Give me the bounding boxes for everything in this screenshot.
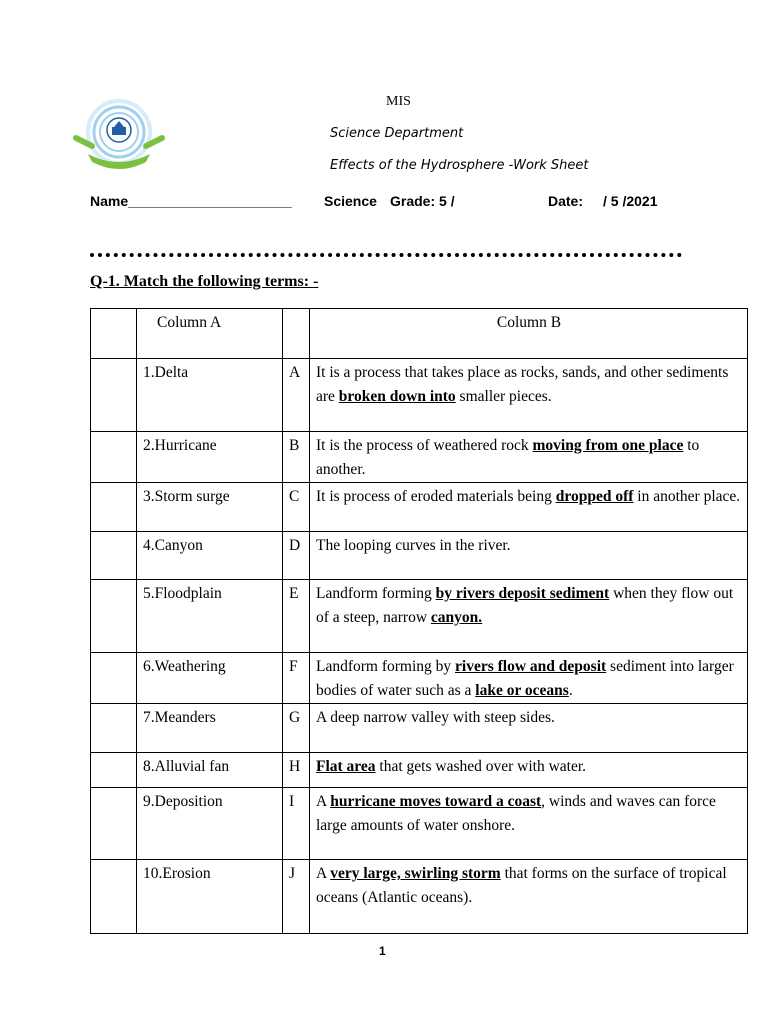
- definition-text: that forms on the surface of tropical oceans (Atlantic oceans).: [316, 865, 727, 906]
- term-cell: 2.Hurricane: [137, 432, 283, 483]
- answer-blank-cell: [91, 653, 137, 704]
- definition-text: It is the process of weathered rock: [316, 437, 533, 454]
- definition-cell: [310, 653, 748, 704]
- date-label: Date:: [548, 193, 584, 209]
- letter-cell: H: [283, 753, 310, 788]
- letter-cell: J: [283, 860, 310, 934]
- answer-blank-cell: [91, 704, 137, 753]
- table-row: [91, 359, 748, 432]
- letter-cell: C: [283, 483, 310, 532]
- highlighted-phrase: Flat area: [316, 758, 376, 775]
- highlighted-phrase: canyon.: [430, 609, 483, 626]
- highlighted-phrase: moving from one place: [532, 437, 684, 454]
- highlighted-phrase: hurricane moves toward a coast: [330, 793, 542, 810]
- definition-text: .: [568, 682, 573, 699]
- definition-cell: [310, 483, 748, 532]
- definition-cell: [310, 753, 748, 788]
- term-cell: 1.Delta: [137, 359, 283, 432]
- definition-cell: [310, 788, 748, 860]
- definition-text: that gets washed over with water.: [375, 758, 587, 775]
- table-row: [91, 788, 748, 860]
- term-cell: 3.Storm surge: [137, 483, 283, 532]
- dotted-divider: [90, 253, 682, 257]
- name-field: Name_____________________: [90, 193, 292, 209]
- definition-text: in another place.: [633, 488, 741, 505]
- letter-cell: A: [283, 359, 310, 432]
- column-a-header: Column A: [137, 309, 283, 359]
- school-name: MIS: [386, 94, 411, 109]
- definition-text: It is a process that takes place as rocks, sands, and other sediments are: [316, 364, 729, 405]
- letter-cell: I: [283, 788, 310, 860]
- table-row: [91, 753, 748, 788]
- definition-cell: [310, 580, 748, 653]
- highlighted-phrase: broken down into: [338, 388, 456, 405]
- definition-text: , winds and waves can force large amounts of water onshore.: [316, 793, 716, 834]
- table-row: [91, 483, 748, 532]
- answer-blank-cell: [91, 580, 137, 653]
- highlighted-phrase: by rivers deposit sediment: [435, 585, 610, 602]
- definition-text: A: [316, 793, 331, 810]
- column-b-header: Column B: [310, 309, 748, 359]
- table-body: [91, 359, 748, 934]
- term-cell: 5.Floodplain: [137, 580, 283, 653]
- definition-text: sediment into larger bodies of water such as a: [316, 658, 734, 699]
- department: Science Department: [330, 126, 464, 141]
- definition-cell: [310, 860, 748, 934]
- table-header-row: [91, 309, 748, 359]
- letter-cell: E: [283, 580, 310, 653]
- highlighted-phrase: dropped off: [555, 488, 634, 505]
- worksheet-title: Effects of the Hydrosphere -Work Sheet: [330, 158, 589, 173]
- subject-label: Science: [324, 193, 377, 209]
- answer-blank-cell: [91, 359, 137, 432]
- term-cell: 9.Deposition: [137, 788, 283, 860]
- answer-blank-cell: [91, 753, 137, 788]
- definition-text: Landform forming: [316, 585, 436, 602]
- table-row: [91, 704, 748, 753]
- table-row: [91, 580, 748, 653]
- matching-table: [90, 308, 748, 934]
- date-value: / 5 /2021: [603, 193, 658, 209]
- grade-label: Grade: 5 /: [390, 193, 455, 209]
- definition-text: It is process of eroded materials being: [316, 488, 556, 505]
- answer-blank-cell: [91, 432, 137, 483]
- letter-cell: F: [283, 653, 310, 704]
- answer-blank-cell: [91, 860, 137, 934]
- blank-cell: [91, 309, 137, 359]
- page-number: 1: [379, 944, 386, 958]
- definition-cell: [310, 359, 748, 432]
- definition-text: The looping curves in the river.: [316, 537, 511, 554]
- blank-letter-cell: [283, 309, 310, 359]
- question-title: Q-1. Match the following terms: -: [90, 273, 319, 290]
- term-cell: 8.Alluvial fan: [137, 753, 283, 788]
- definition-text: A: [316, 865, 331, 882]
- answer-blank-cell: [91, 483, 137, 532]
- school-logo: [70, 98, 168, 170]
- term-cell: 4.Canyon: [137, 532, 283, 580]
- highlighted-phrase: rivers flow and deposit: [455, 658, 607, 675]
- table-row: [91, 432, 748, 483]
- term-cell: 10.Erosion: [137, 860, 283, 934]
- highlighted-phrase: lake or oceans: [475, 682, 569, 699]
- letter-cell: G: [283, 704, 310, 753]
- answer-blank-cell: [91, 788, 137, 860]
- definition-text: A deep narrow valley with steep sides.: [316, 709, 555, 726]
- letter-cell: D: [283, 532, 310, 580]
- definition-cell: [310, 532, 748, 580]
- definition-text: to another.: [316, 437, 700, 478]
- definition-cell: [310, 432, 748, 483]
- definition-text: when they flow out of a steep, narrow: [316, 585, 734, 626]
- answer-blank-cell: [91, 532, 137, 580]
- term-cell: 6.Weathering: [137, 653, 283, 704]
- definition-text: Landform forming by: [316, 658, 456, 675]
- highlighted-phrase: very large, swirling storm: [330, 865, 501, 882]
- term-cell: 7.Meanders: [137, 704, 283, 753]
- table-row: [91, 860, 748, 934]
- definition-text: smaller pieces.: [455, 388, 552, 405]
- definition-cell: [310, 704, 748, 753]
- table-row: [91, 532, 748, 580]
- letter-cell: B: [283, 432, 310, 483]
- table-row: [91, 653, 748, 704]
